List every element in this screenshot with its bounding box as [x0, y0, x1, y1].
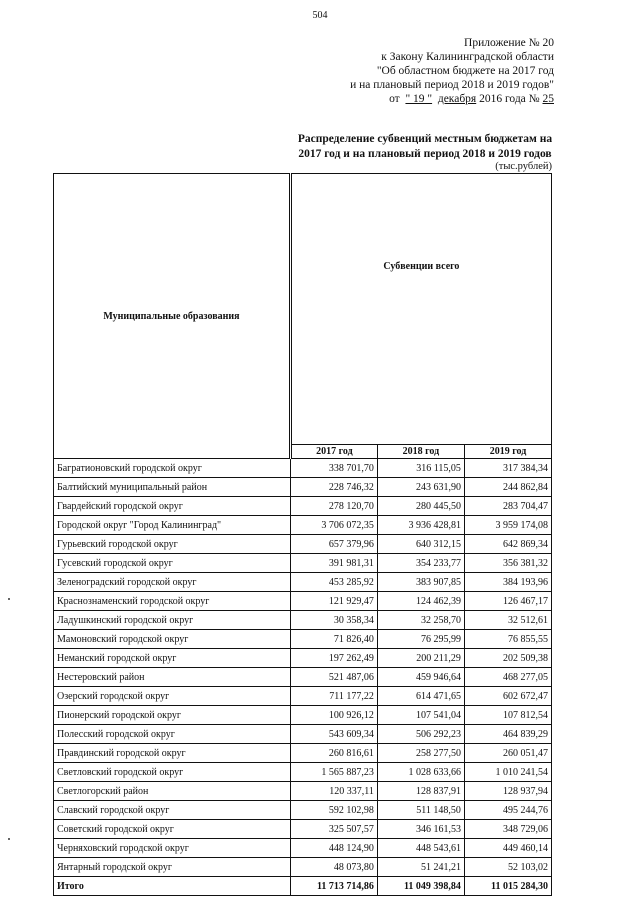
municipality-cell: Полесский городской округ [54, 725, 291, 744]
table-body [54, 459, 552, 896]
municipality-cell: Правдинский городской округ [54, 744, 291, 763]
value-2019-cell: 356 381,32 [464, 554, 551, 573]
table-row [54, 535, 552, 554]
value-2017-cell: 711 177,22 [290, 687, 377, 706]
table-row [54, 516, 552, 535]
municipality-cell: Гусевский городской округ [54, 554, 291, 573]
value-2018-cell: 3 936 428,81 [377, 516, 464, 535]
value-2018-cell: 200 211,29 [377, 649, 464, 668]
appendix-line: к Закону Калининградской области [381, 51, 554, 63]
value-2018-cell: 459 946,64 [377, 668, 464, 687]
value-2019-cell: 128 937,94 [464, 782, 551, 801]
value-2017-cell: 120 337,11 [290, 782, 377, 801]
value-2019-cell: 317 384,34 [464, 459, 551, 478]
value-2019-cell: 1 010 241,54 [464, 763, 551, 782]
value-2017-cell: 278 120,70 [290, 497, 377, 516]
table-row [54, 801, 552, 820]
value-2017-cell: 325 507,57 [290, 820, 377, 839]
title-line: 2017 год и на плановый период 2018 и 2019 годов [298, 148, 552, 160]
value-2019-cell: 3 959 174,08 [464, 516, 551, 535]
value-2019-cell: 283 704,47 [464, 497, 551, 516]
scan-speck [8, 838, 10, 840]
table-row [54, 459, 552, 478]
table-row [54, 611, 552, 630]
municipality-cell: Гвардейский городской округ [54, 497, 291, 516]
header-year: 2017 год [290, 445, 377, 459]
value-2018-cell: 32 258,70 [377, 611, 464, 630]
municipality-cell: Балтийский муниципальный район [54, 478, 291, 497]
header-year: 2018 год [377, 445, 464, 459]
value-2018-cell: 11 049 398,84 [377, 877, 464, 896]
municipality-cell: Славский городской округ [54, 801, 291, 820]
municipality-cell: Черняховский городской округ [54, 839, 291, 858]
municipality-cell: Зеленоградский городской округ [54, 573, 291, 592]
appendix-header [350, 36, 554, 106]
value-2017-cell: 228 746,32 [290, 478, 377, 497]
table-row [54, 839, 552, 858]
value-2019-cell: 11 015 284,30 [464, 877, 551, 896]
value-2018-cell: 280 445,50 [377, 497, 464, 516]
value-2018-cell: 76 295,99 [377, 630, 464, 649]
value-2018-cell: 383 907,85 [377, 573, 464, 592]
value-2018-cell: 506 292,23 [377, 725, 464, 744]
subventions-table [53, 173, 552, 896]
value-2017-cell: 121 929,47 [290, 592, 377, 611]
table-row [54, 858, 552, 877]
date-year: 2016 года № [479, 93, 540, 105]
value-2018-cell: 346 161,53 [377, 820, 464, 839]
value-2018-cell: 511 148,50 [377, 801, 464, 820]
date-prefix: от [389, 93, 400, 105]
value-2018-cell: 316 115,05 [377, 459, 464, 478]
table-row [54, 497, 552, 516]
header-subventions: Субвенции всего [290, 174, 551, 445]
value-2017-cell: 197 262,49 [290, 649, 377, 668]
table-row [54, 478, 552, 497]
value-2019-cell: 464 839,29 [464, 725, 551, 744]
document-title [290, 132, 560, 162]
municipality-cell: Багратионовский городской округ [54, 459, 291, 478]
value-2017-cell: 48 073,80 [290, 858, 377, 877]
value-2017-cell: 11 713 714,86 [290, 877, 377, 896]
value-2018-cell: 614 471,65 [377, 687, 464, 706]
municipality-cell: Пионерский городской округ [54, 706, 291, 725]
table-row [54, 649, 552, 668]
value-2018-cell: 51 241,21 [377, 858, 464, 877]
table-row [54, 782, 552, 801]
title-line: Распределение субвенций местным бюджетам на [297, 133, 553, 145]
table-row [54, 763, 552, 782]
value-2018-cell: 258 277,50 [377, 744, 464, 763]
date-month: декабря [437, 93, 477, 105]
table-row [54, 820, 552, 839]
value-2018-cell: 448 543,61 [377, 839, 464, 858]
appendix-line: и на плановый период 2018 и 2019 годов" [350, 79, 554, 91]
value-2019-cell: 52 103,02 [464, 858, 551, 877]
value-2017-cell: 391 981,31 [290, 554, 377, 573]
total-row [54, 877, 552, 896]
appendix-line: Приложение № 20 [464, 37, 554, 49]
units-label: (тыс.рублей) [495, 161, 552, 172]
appendix-date-line [350, 92, 554, 106]
municipality-cell: Краснознаменский городской округ [54, 592, 291, 611]
municipality-cell: Неманский городской округ [54, 649, 291, 668]
value-2017-cell: 260 816,61 [290, 744, 377, 763]
value-2019-cell: 468 277,05 [464, 668, 551, 687]
header-municipalities: Муниципальные образования [54, 174, 291, 459]
value-2019-cell: 602 672,47 [464, 687, 551, 706]
header-year: 2019 год [464, 445, 551, 459]
value-2017-cell: 448 124,90 [290, 839, 377, 858]
municipality-cell: Мамоновский городской округ [54, 630, 291, 649]
scan-speck [8, 598, 10, 600]
value-2019-cell: 495 244,76 [464, 801, 551, 820]
value-2017-cell: 3 706 072,35 [290, 516, 377, 535]
law-number: 25 [542, 93, 554, 105]
value-2018-cell: 107 541,04 [377, 706, 464, 725]
table-row [54, 573, 552, 592]
value-2019-cell: 384 193,96 [464, 573, 551, 592]
value-2019-cell: 348 729,06 [464, 820, 551, 839]
value-2017-cell: 71 826,40 [290, 630, 377, 649]
municipality-cell: Гурьевский городской округ [54, 535, 291, 554]
value-2019-cell: 244 862,84 [464, 478, 551, 497]
value-2017-cell: 338 701,70 [290, 459, 377, 478]
municipality-cell: Нестеровский район [54, 668, 291, 687]
table-row [54, 706, 552, 725]
table-row [54, 725, 552, 744]
table-row [54, 668, 552, 687]
value-2019-cell: 76 855,55 [464, 630, 551, 649]
municipality-cell: Ладушкинский городской округ [54, 611, 291, 630]
table-row [54, 554, 552, 573]
value-2017-cell: 592 102,98 [290, 801, 377, 820]
municipality-cell: Советский городской округ [54, 820, 291, 839]
value-2018-cell: 1 028 633,66 [377, 763, 464, 782]
municipality-cell: Светловский городской округ [54, 763, 291, 782]
municipality-cell: Янтарный городской округ [54, 858, 291, 877]
value-2017-cell: 521 487,06 [290, 668, 377, 687]
value-2019-cell: 202 509,38 [464, 649, 551, 668]
value-2017-cell: 453 285,92 [290, 573, 377, 592]
value-2019-cell: 642 869,34 [464, 535, 551, 554]
table-row [54, 630, 552, 649]
value-2017-cell: 657 379,96 [290, 535, 377, 554]
table-row [54, 687, 552, 706]
value-2017-cell: 543 609,34 [290, 725, 377, 744]
value-2018-cell: 128 837,91 [377, 782, 464, 801]
municipality-cell: Светлогорский район [54, 782, 291, 801]
date-day: " 19 " [405, 93, 433, 105]
page-number: 504 [312, 10, 328, 21]
value-2018-cell: 243 631,90 [377, 478, 464, 497]
value-2018-cell: 124 462,39 [377, 592, 464, 611]
value-2018-cell: 640 312,15 [377, 535, 464, 554]
value-2019-cell: 107 812,54 [464, 706, 551, 725]
value-2018-cell: 354 233,77 [377, 554, 464, 573]
value-2017-cell: 30 358,34 [290, 611, 377, 630]
table-row [54, 592, 552, 611]
value-2019-cell: 260 051,47 [464, 744, 551, 763]
value-2017-cell: 100 926,12 [290, 706, 377, 725]
municipality-cell: Итого [54, 877, 291, 896]
value-2019-cell: 32 512,61 [464, 611, 551, 630]
value-2019-cell: 449 460,14 [464, 839, 551, 858]
municipality-cell: Городской округ "Город Калининград" [54, 516, 291, 535]
value-2017-cell: 1 565 887,23 [290, 763, 377, 782]
municipality-cell: Озерский городской округ [54, 687, 291, 706]
table-row [54, 744, 552, 763]
value-2019-cell: 126 467,17 [464, 592, 551, 611]
appendix-line: "Об областном бюджете на 2017 год [376, 65, 554, 77]
